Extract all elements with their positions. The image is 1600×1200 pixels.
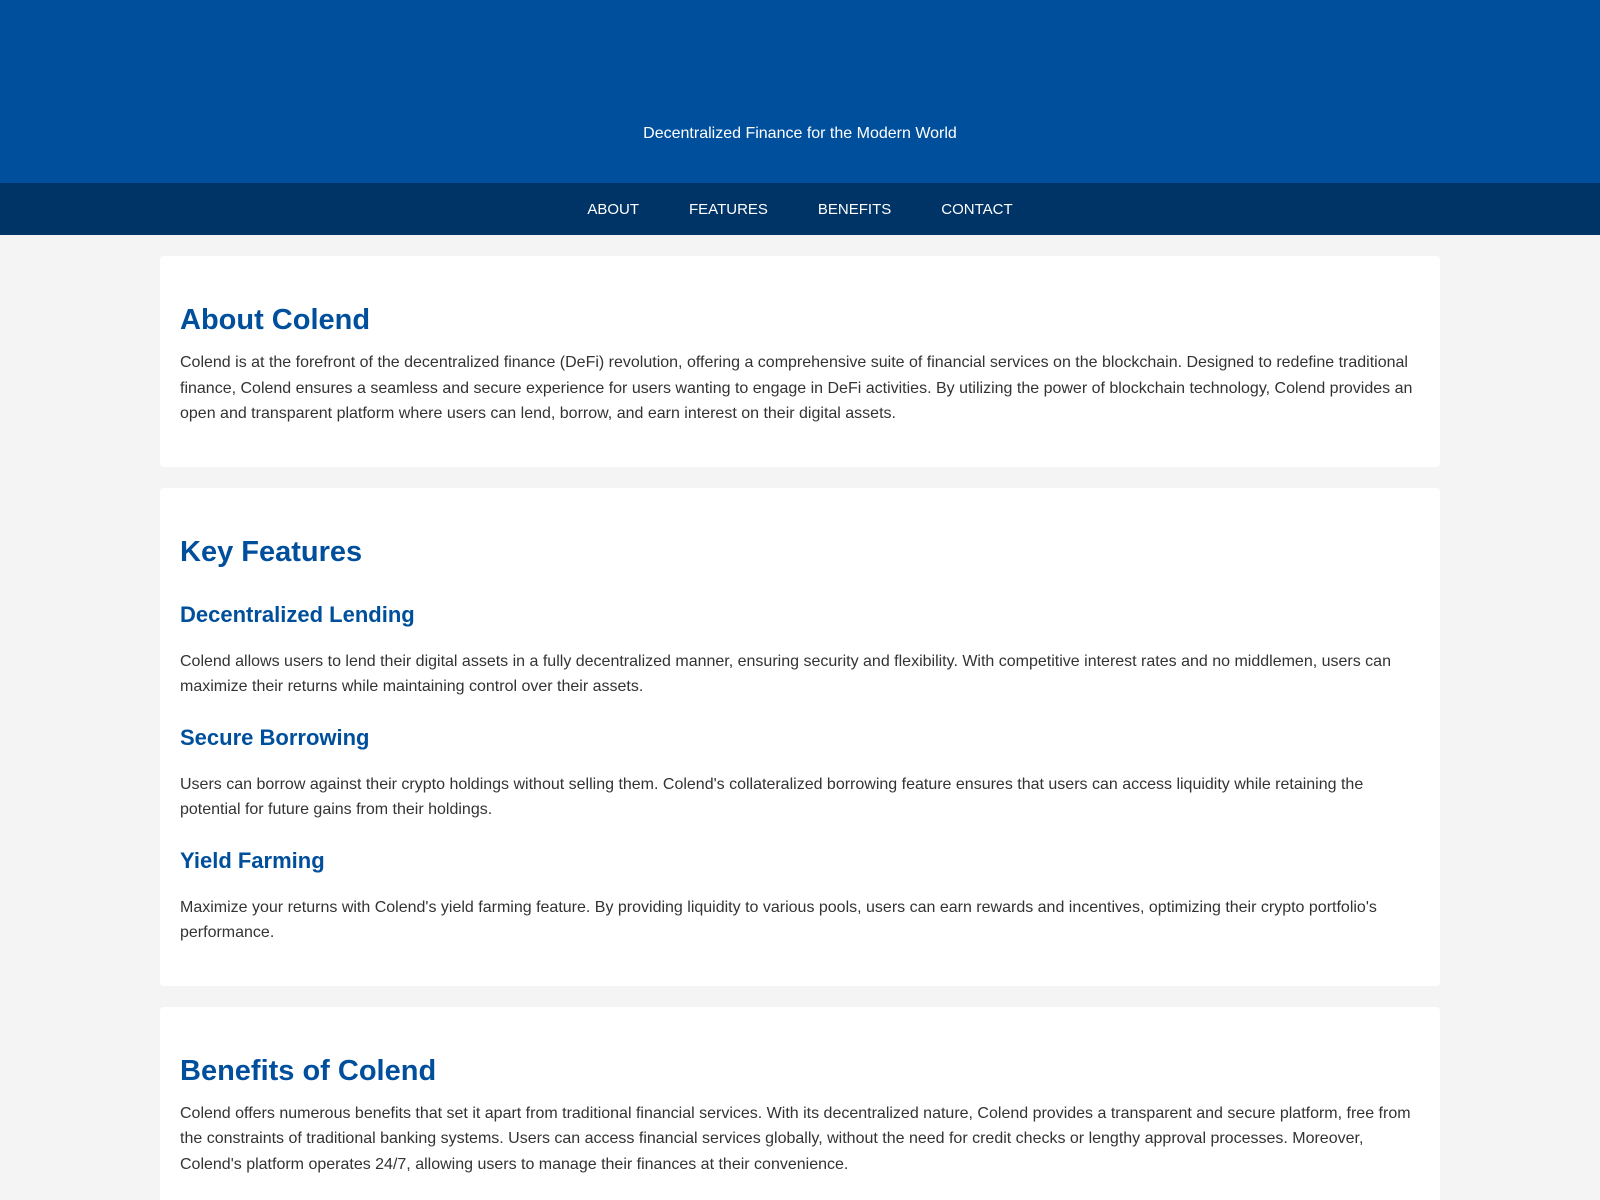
about-title: About Colend — [180, 304, 371, 336]
nav-link-about[interactable]: ABOUT — [587, 200, 640, 218]
benefits-section — [160, 1007, 1440, 1200]
nav-link-contact[interactable]: CONTACT — [941, 200, 1013, 218]
main-content — [160, 256, 1440, 1200]
feature-text-yield-farming: Maximize your returns with Colend's yield farming feature. By providing liquidity to various pools, users can earn rewards and incentives, optimizing their crypto portfolio's performance. — [180, 898, 1377, 941]
main-nav — [0, 183, 1600, 235]
feature-text-lending: Colend allows users to lend their digital assets in a fully decentralized manner, ensuring security and flexibility. With competitive interest rates and no middlemen, users can maximize their returns while maintaining control over their assets. — [180, 652, 1391, 695]
about-text: Colend is at the forefront of the decentralized finance (DeFi) revolution, offering a comprehensive suite of financial services on the blockchain. Designed to redefine traditional finance, Colend ensures a seamless and secure experience for users wanting to engage in DeFi activities. By utilizing the power of blockchain technology, Colend provides an open and transparent platform where users can lend, borrow, and earn interest on their digital assets. — [180, 354, 1413, 422]
feature-title-yield-farming: Yield Farming — [180, 847, 325, 873]
nav-link-benefits[interactable]: BENEFITS — [817, 200, 892, 218]
features-title: Key Features — [180, 535, 363, 568]
about-section — [160, 256, 1440, 467]
feature-item — [180, 724, 1420, 823]
nav-link-features[interactable]: FEATURES — [689, 200, 768, 218]
site-header — [0, 0, 1600, 183]
benefits-title: Benefits of Colend — [180, 1054, 437, 1087]
feature-text-borrowing: Users can borrow against their crypto holdings without selling them. Colend's collateralized borrowing feature ensures that users can access liquidity while retaining the potential for future gains from their holdings. — [180, 775, 1364, 818]
benefits-text: Colend offers numerous benefits that set it apart from traditional financial services. With its decentralized nature, Colend provides a transparent and secure platform, free from the constraints of traditional banking systems. Users can access financial services globally, without the need for credit checks or lengthy approval processes. Moreover, Colend's platform operates 24/7, allowing users to manage their finances at their convenience. — [180, 1104, 1411, 1173]
feature-title-borrowing: Secure Borrowing — [180, 724, 370, 750]
site-tagline: Decentralized Finance for the Modern World — [643, 125, 957, 142]
features-section — [160, 488, 1440, 986]
feature-item — [180, 601, 1420, 700]
feature-title-lending: Decentralized Lending — [180, 601, 415, 627]
feature-item — [180, 847, 1420, 946]
